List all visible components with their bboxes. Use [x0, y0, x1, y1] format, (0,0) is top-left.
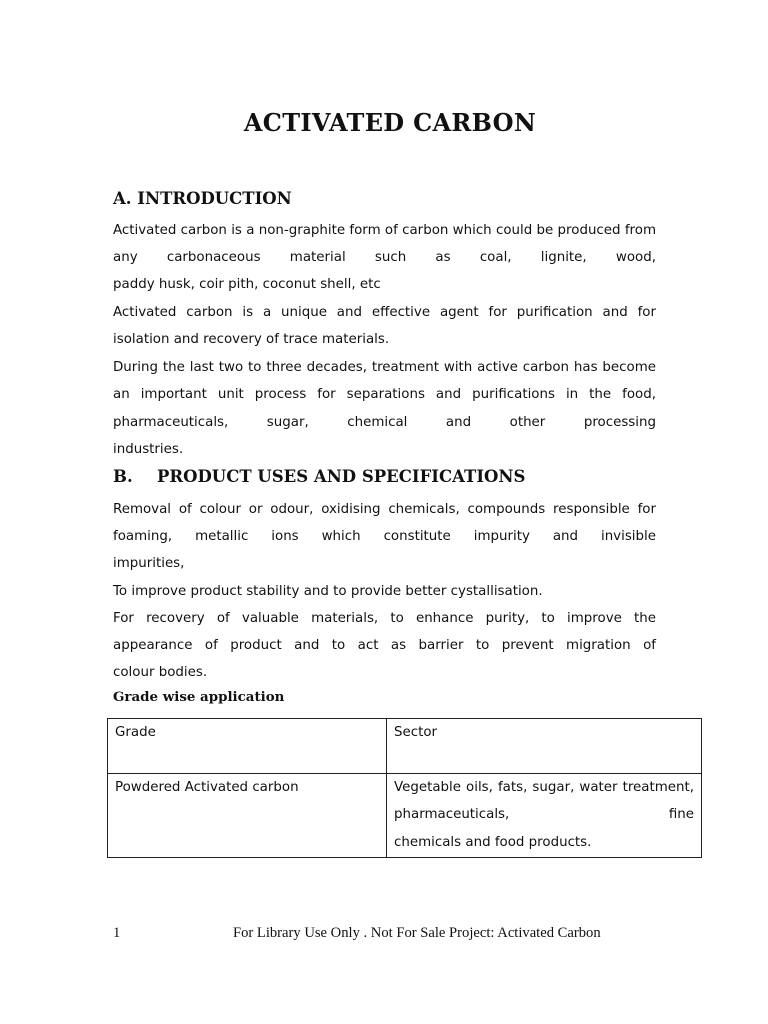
table-header-sector: Sector	[387, 719, 702, 774]
table-cell-sector	[387, 774, 702, 858]
intro-paragraph-2-last-line: isolation and recovery of trace materials.	[113, 332, 390, 347]
grade-application-table	[107, 718, 702, 858]
table-row	[108, 774, 702, 858]
table-cell-grade: Powdered Activated carbon	[108, 774, 387, 858]
intro-paragraph-2-body: Activated carbon is a unique and effective agent for purification and for	[113, 305, 656, 320]
intro-paragraph-1-last-line: paddy husk, coir pith, coconut shell, etc	[113, 277, 381, 292]
intro-paragraph-3-last-line: industries.	[113, 442, 184, 457]
uses-paragraph-3-last-line: colour bodies.	[113, 665, 208, 680]
section-b-heading	[113, 467, 525, 486]
grade-wise-subheading: Grade wise application	[113, 689, 285, 705]
footer-text: For Library Use Only . Not For Sale Project: Activated Carbon	[233, 925, 601, 941]
intro-paragraph-1-body: Activated carbon is a non-graphite form of carbon which could be produced from any carbonaceous material such as coal, lignite, wood,	[113, 223, 656, 266]
section-b-title: PRODUCT USES AND SPECIFICATIONS	[157, 467, 526, 486]
intro-paragraph-3-body: During the last two to three decades, treatment with active carbon has become an important unit process for separations and purifications in the food, pharmaceuticals, sugar, chemical and other processing	[113, 360, 656, 430]
uses-paragraph-2: To improve product stability and to provide better cystallisation.	[113, 584, 543, 599]
section-a-heading: A. INTRODUCTION	[113, 189, 292, 208]
uses-paragraph-3-body: For recovery of valuable materials, to enhance purity, to improve the appearance of product and to act as barrier to prevent migration of	[113, 611, 656, 654]
table-header-row	[108, 719, 702, 774]
section-b-number: B.	[113, 467, 133, 486]
uses-paragraph-1-last-line: impurities,	[113, 556, 185, 571]
table-header-grade: Grade	[108, 719, 387, 774]
sector-text-body: Vegetable oils, fats, sugar, water treatment, pharmaceuticals, fine	[394, 780, 694, 823]
footer-page-number: 1	[113, 925, 121, 941]
sector-text-last-line: chemicals and food products.	[394, 834, 592, 850]
page-title: ACTIVATED CARBON	[243, 108, 537, 137]
uses-paragraph-1-body: Removal of colour or odour, oxidising chemicals, compounds responsible for foaming, metallic ions which constitute impurity and invisible	[113, 502, 656, 545]
